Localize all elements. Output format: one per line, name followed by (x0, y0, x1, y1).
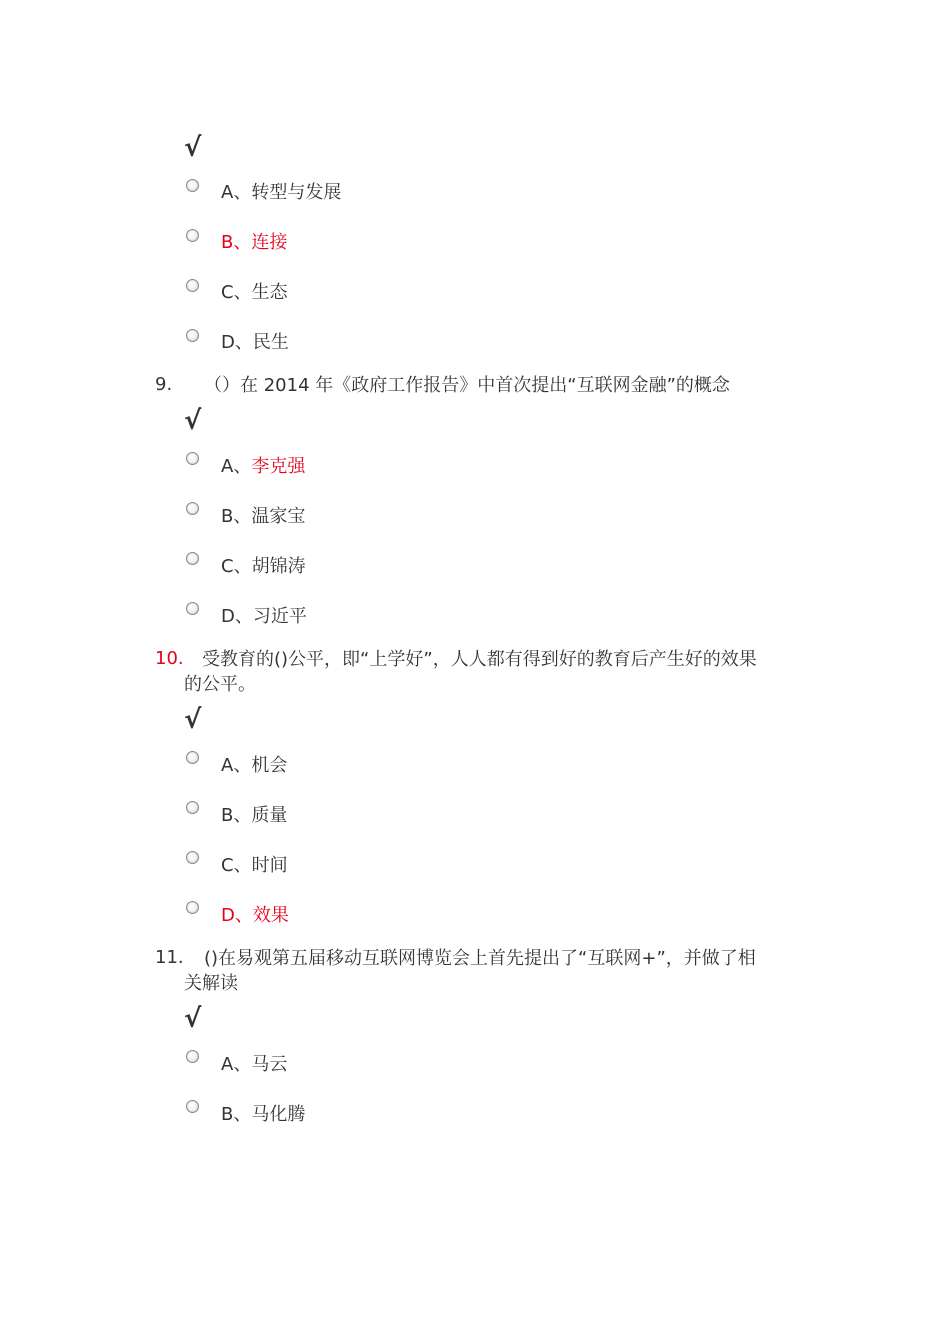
option-q9-a: A、李克强 (221, 456, 306, 477)
question-text-11-line1: ()在易观第五届移动互联网博览会上首先提出了“互联网+”，并做了相 (204, 948, 756, 969)
radio-q9-b[interactable] (186, 502, 199, 515)
radio-q11-b[interactable] (186, 1100, 199, 1113)
option-q8-c: C、生态 (221, 282, 288, 303)
option-q8-a: A、转型与发展 (221, 182, 342, 203)
radio-q8-d[interactable] (186, 329, 199, 342)
option-q8-d: D、民生 (221, 332, 289, 353)
option-q10-a: A、机会 (221, 755, 288, 776)
radio-q9-a[interactable] (186, 452, 199, 465)
radio-q11-a[interactable] (186, 1050, 199, 1063)
option-q8-b: B、连接 (221, 232, 288, 253)
question-number-11: 11. (155, 947, 184, 968)
check-mark-icon: √ (184, 133, 202, 163)
question-text-11-line2: 关解读 (184, 973, 238, 994)
question-text-10-line2: 的公平。 (184, 674, 256, 695)
question-number-9: 9. (155, 374, 173, 395)
option-q9-b: B、温家宝 (221, 506, 306, 527)
option-q9-c: C、胡锦涛 (221, 556, 306, 577)
option-q10-d: D、效果 (221, 905, 289, 926)
check-mark-icon: √ (184, 1004, 202, 1034)
radio-q10-a[interactable] (186, 751, 199, 764)
radio-q8-b[interactable] (186, 229, 199, 242)
radio-q8-a[interactable] (186, 179, 199, 192)
radio-q9-c[interactable] (186, 552, 199, 565)
option-q9-d: D、习近平 (221, 606, 307, 627)
radio-q10-d[interactable] (186, 901, 199, 914)
option-q10-c: C、时间 (221, 855, 288, 876)
check-mark-icon: √ (184, 705, 202, 735)
question-text-10-line1: 受教育的()公平，即“上学好”，人人都有得到好的教育后产生好的效果 (202, 649, 757, 670)
option-q11-a: A、马云 (221, 1054, 288, 1075)
question-text-9: （）在 2014 年《政府工作报告》中首次提出“互联网金融”的概念 (204, 375, 730, 396)
option-q11-b: B、马化腾 (221, 1104, 306, 1125)
radio-q10-b[interactable] (186, 801, 199, 814)
radio-q8-c[interactable] (186, 279, 199, 292)
question-number-10: 10. (155, 648, 184, 669)
radio-q9-d[interactable] (186, 602, 199, 615)
check-mark-icon: √ (184, 406, 202, 436)
radio-q10-c[interactable] (186, 851, 199, 864)
option-q10-b: B、质量 (221, 805, 288, 826)
option-q9-a-answer: 李克强 (251, 456, 306, 477)
